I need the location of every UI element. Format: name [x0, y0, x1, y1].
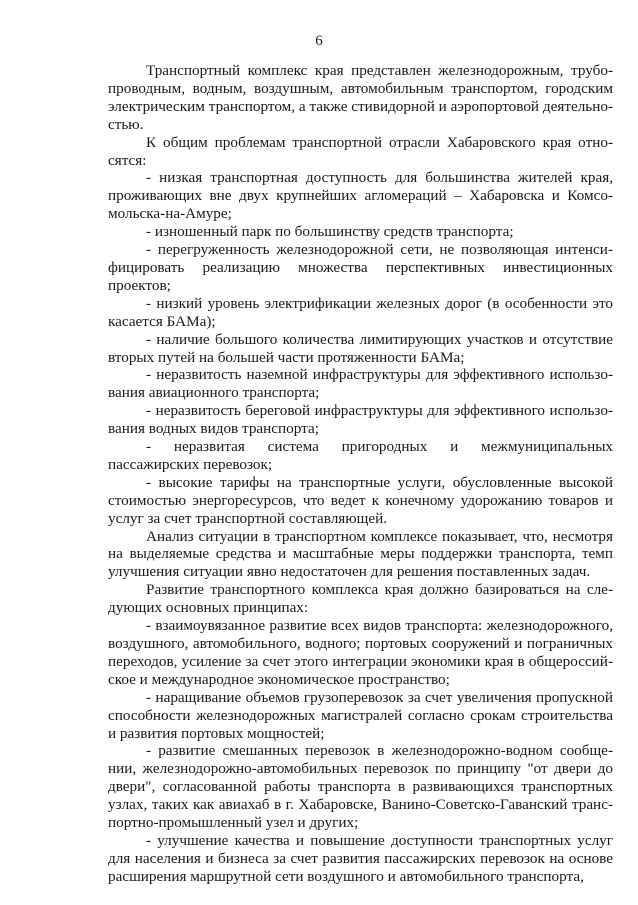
- list-item-freight-growth: - наращивание объемов грузоперевозок за счет увеличения пропускной способности железнодорожных магистралей согласно срокам строительства и развития портовых мощностей;: [108, 688, 613, 742]
- paragraph-principles-intro: Развитие транспортного комплекса края должно базироваться на следующих основных принципах:: [108, 581, 613, 617]
- list-item-low-accessibility: - низкая транспортная доступность для большинства жителей края, проживающих вне двух крупнейших агломераций – Хабаровска и Комсомольска-на-Амуре;: [108, 169, 613, 223]
- list-item-interlinked-development: - взаимоувязанное развитие всех видов транспорта: железнодорожного, воздушного, автомобильного, водного; портовых сооружений и пограничных переходов, усиление за счет этого интеграции экономики края в общероссийское и международное экономическое пространство;: [108, 617, 613, 688]
- list-item-low-electrification: - низкий уровень электрификации железных дорог (в особенности это касается БАМа);: [108, 294, 613, 330]
- list-item-service-quality: - улучшение качества и повышение доступности транспортных услуг для населения и бизнеса за счет развития пассажирских перевозок на основе расширения маршрутной сети воздушного и автомобильного транспорта,: [108, 831, 613, 885]
- list-item-railway-overload: - перегруженность железнодорожной сети, не позволяющая интенсифицировать реализацию множества перспективных инвестиционных проектов;: [108, 241, 613, 294]
- list-item-coastal-infrastructure: - неразвитость береговой инфраструктуры для эффективного использования водных видов транспорта;: [108, 402, 613, 438]
- list-item-mixed-transport: - развитие смешанных перевозок в железнодорожно-водном сообщении, железнодорожно-автомобильных перевозок по принципу "от двери до двери", согласованной работы транспорта в развивающихся транспортных узлах, таких как авиахаб в г. Хабаровске, Ванино-Советско-Гаванский транспортно-промышленный узел и других;: [108, 742, 613, 832]
- list-item-suburban-transport: - неразвитая система пригородных и межмуниципальных пассажирских перевозок;: [108, 438, 613, 473]
- paragraph-analysis: Анализ ситуации в транспортном комплексе показывает, что, несмотря на выделяемые средства и масштабные меры поддержки транспорта, темп улучшения ситуации явно недостаточен для решения поставленных задач.: [108, 527, 613, 581]
- list-item-worn-fleet: - изношенный парк по большинству средств транспорта;: [146, 223, 514, 241]
- list-item-high-tariffs: - высокие тарифы на транспортные услуги, обусловленные высокой стоимостью энергоресурсов, что ведет к конечному удорожанию товаров и услуг за счет транспортной составляющей.: [108, 473, 613, 527]
- document-body: [108, 62, 613, 886]
- list-item-limiting-sections: - наличие большого количества лимитирующих участков и отсутствие вторых путей на большей части протяженности БАМа;: [108, 330, 613, 366]
- paragraph-problems-intro: К общим проблемам транспортной отрасли Хабаровского края относятся:: [108, 133, 613, 169]
- page-number: 6: [315, 33, 323, 49]
- list-item-ground-infrastructure: - неразвитость наземной инфраструктуры для эффективного использования авиационного транспорта;: [108, 366, 613, 402]
- paragraph-transport-complex: Транспортный комплекс края представлен железнодорожным, трубопроводным, водным, воздушным, автомобильным транспортом, городским электрическим транспортом, а также стивидорной и аэропортовой деятельностью.: [108, 62, 613, 133]
